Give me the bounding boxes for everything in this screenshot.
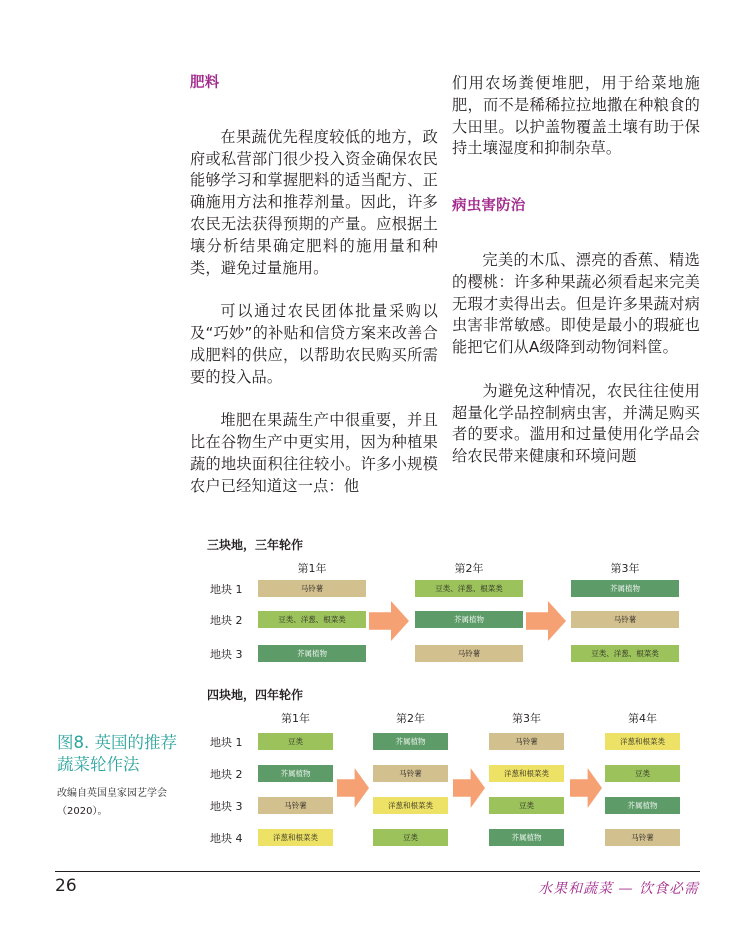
page-number: 26 xyxy=(55,876,77,896)
left-text-column xyxy=(190,73,438,497)
crop-box: 马铃薯 xyxy=(605,829,680,846)
footer-divider xyxy=(55,871,700,872)
plot-label: 地块 3 xyxy=(210,800,243,813)
rotation-arrow-icon xyxy=(369,601,409,641)
plot-label: 地块 3 xyxy=(210,648,243,661)
crop-box: 芥属植物 xyxy=(258,765,333,782)
crop-box: 马铃薯 xyxy=(373,765,448,782)
crop-box: 芥属植物 xyxy=(258,645,366,662)
crop-box: 豆类 xyxy=(605,765,680,782)
paragraph: 可以通过农民团体批量采购以及“巧妙”的补贴和信贷方案来改善合成肥料的供应，以帮助农民购买所需要的投入品。 xyxy=(190,302,438,386)
crop-box: 马铃薯 xyxy=(415,645,523,662)
publication-title: 水果和蔬菜 — 饮食必需 xyxy=(538,881,699,897)
crop-box: 芥属植物 xyxy=(571,580,679,597)
crop-box: 豆类 xyxy=(373,829,448,846)
crop-box: 豆类、洋葱、根菜类 xyxy=(258,611,366,628)
section-heading-pest-control: 病虫害防治 xyxy=(452,198,526,215)
rotation-arrow-icon xyxy=(526,601,566,641)
year-label: 第4年 xyxy=(628,712,657,725)
section-heading-fertilizer: 肥料 xyxy=(190,75,220,91)
plot-label: 地块 2 xyxy=(210,614,243,627)
crop-box: 豆类 xyxy=(489,797,564,814)
crop-box: 芥属植物 xyxy=(605,797,680,814)
rotation-arrow-icon xyxy=(570,768,602,808)
plot-label: 地块 1 xyxy=(210,583,243,596)
crop-box: 洋葱和根菜类 xyxy=(258,829,333,846)
plot-label: 地块 1 xyxy=(210,736,243,749)
crop-box: 芥属植物 xyxy=(415,611,523,628)
year-label: 第1年 xyxy=(297,562,327,575)
year-label: 第3年 xyxy=(610,562,640,575)
paragraph: 在果蔬优先程度较低的地方，政府或私营部门很少投入资金确保农民能够学习和掌握肥料的适当配方、正确施用方法和推荐剂量。因此，许多农民无法获得预期的产量。应根据土壤分析结果确定肥料的施用量和种类，避免过量施用。 xyxy=(190,127,438,277)
crop-box: 芥属植物 xyxy=(489,829,564,846)
crop-box: 芥属植物 xyxy=(373,733,448,750)
crop-box: 马铃薯 xyxy=(258,580,366,597)
rotation-arrow-icon xyxy=(453,768,485,808)
rotation-arrow-icon xyxy=(337,768,369,808)
crop-box: 马铃薯 xyxy=(258,797,333,814)
crop-box: 豆类 xyxy=(258,733,333,750)
year-label: 第3年 xyxy=(512,712,541,725)
crop-box: 洋葱和根菜类 xyxy=(373,797,448,814)
paragraph: 堆肥在果蔬生产中很重要，并且比在谷物生产中更实用，因为种植果蔬的地块面积往往较小。许多小规模农户已经知道这一点：他 xyxy=(190,411,438,495)
crop-box: 马铃薯 xyxy=(489,733,564,750)
plot-label: 地块 2 xyxy=(210,768,243,781)
year-label: 第2年 xyxy=(454,562,484,575)
figure-caption-source: 改编自英国皇家园艺学会（2020）。 xyxy=(57,788,167,817)
crop-box: 洋葱和根菜类 xyxy=(489,765,564,782)
crop-box: 豆类、洋葱、根菜类 xyxy=(415,580,523,597)
four-plot-rotation-title: 四块地，四年轮作 xyxy=(207,688,304,702)
paragraph: 们用农场粪便堆肥，用于给菜地施肥，而不是稀稀拉拉地撒在种粮食的大田里。以护盖物覆盖土壤有助于保持土壤湿度和抑制杂草。 xyxy=(452,74,700,158)
figure-caption-title: 图8. 英国的推荐蔬菜轮作法 xyxy=(57,733,177,774)
crop-box: 马铃薯 xyxy=(571,611,679,628)
year-label: 第2年 xyxy=(396,712,425,725)
crop-box: 洋葱和根菜类 xyxy=(605,733,680,750)
year-label: 第1年 xyxy=(281,712,310,725)
paragraph: 为避免这种情况，农民往往使用超量化学品控制病虫害，并满足购买者的要求。滥用和过量使用化学品会给农民带来健康和环境问题 xyxy=(452,381,700,466)
right-text-column xyxy=(452,73,700,468)
crop-box: 豆类、洋葱、根菜类 xyxy=(571,645,679,662)
plot-label: 地块 4 xyxy=(210,832,243,845)
three-plot-rotation-title: 三块地，三年轮作 xyxy=(207,538,304,552)
paragraph: 完美的木瓜、漂亮的香蕉、精选的樱桃：许多种果蔬必须看起来完美无瑕才卖得出去。但是许多果蔬对病虫害非常敏感。即使是最小的瑕疵也能把它们从A级降到动物饲料筐。 xyxy=(452,250,700,357)
